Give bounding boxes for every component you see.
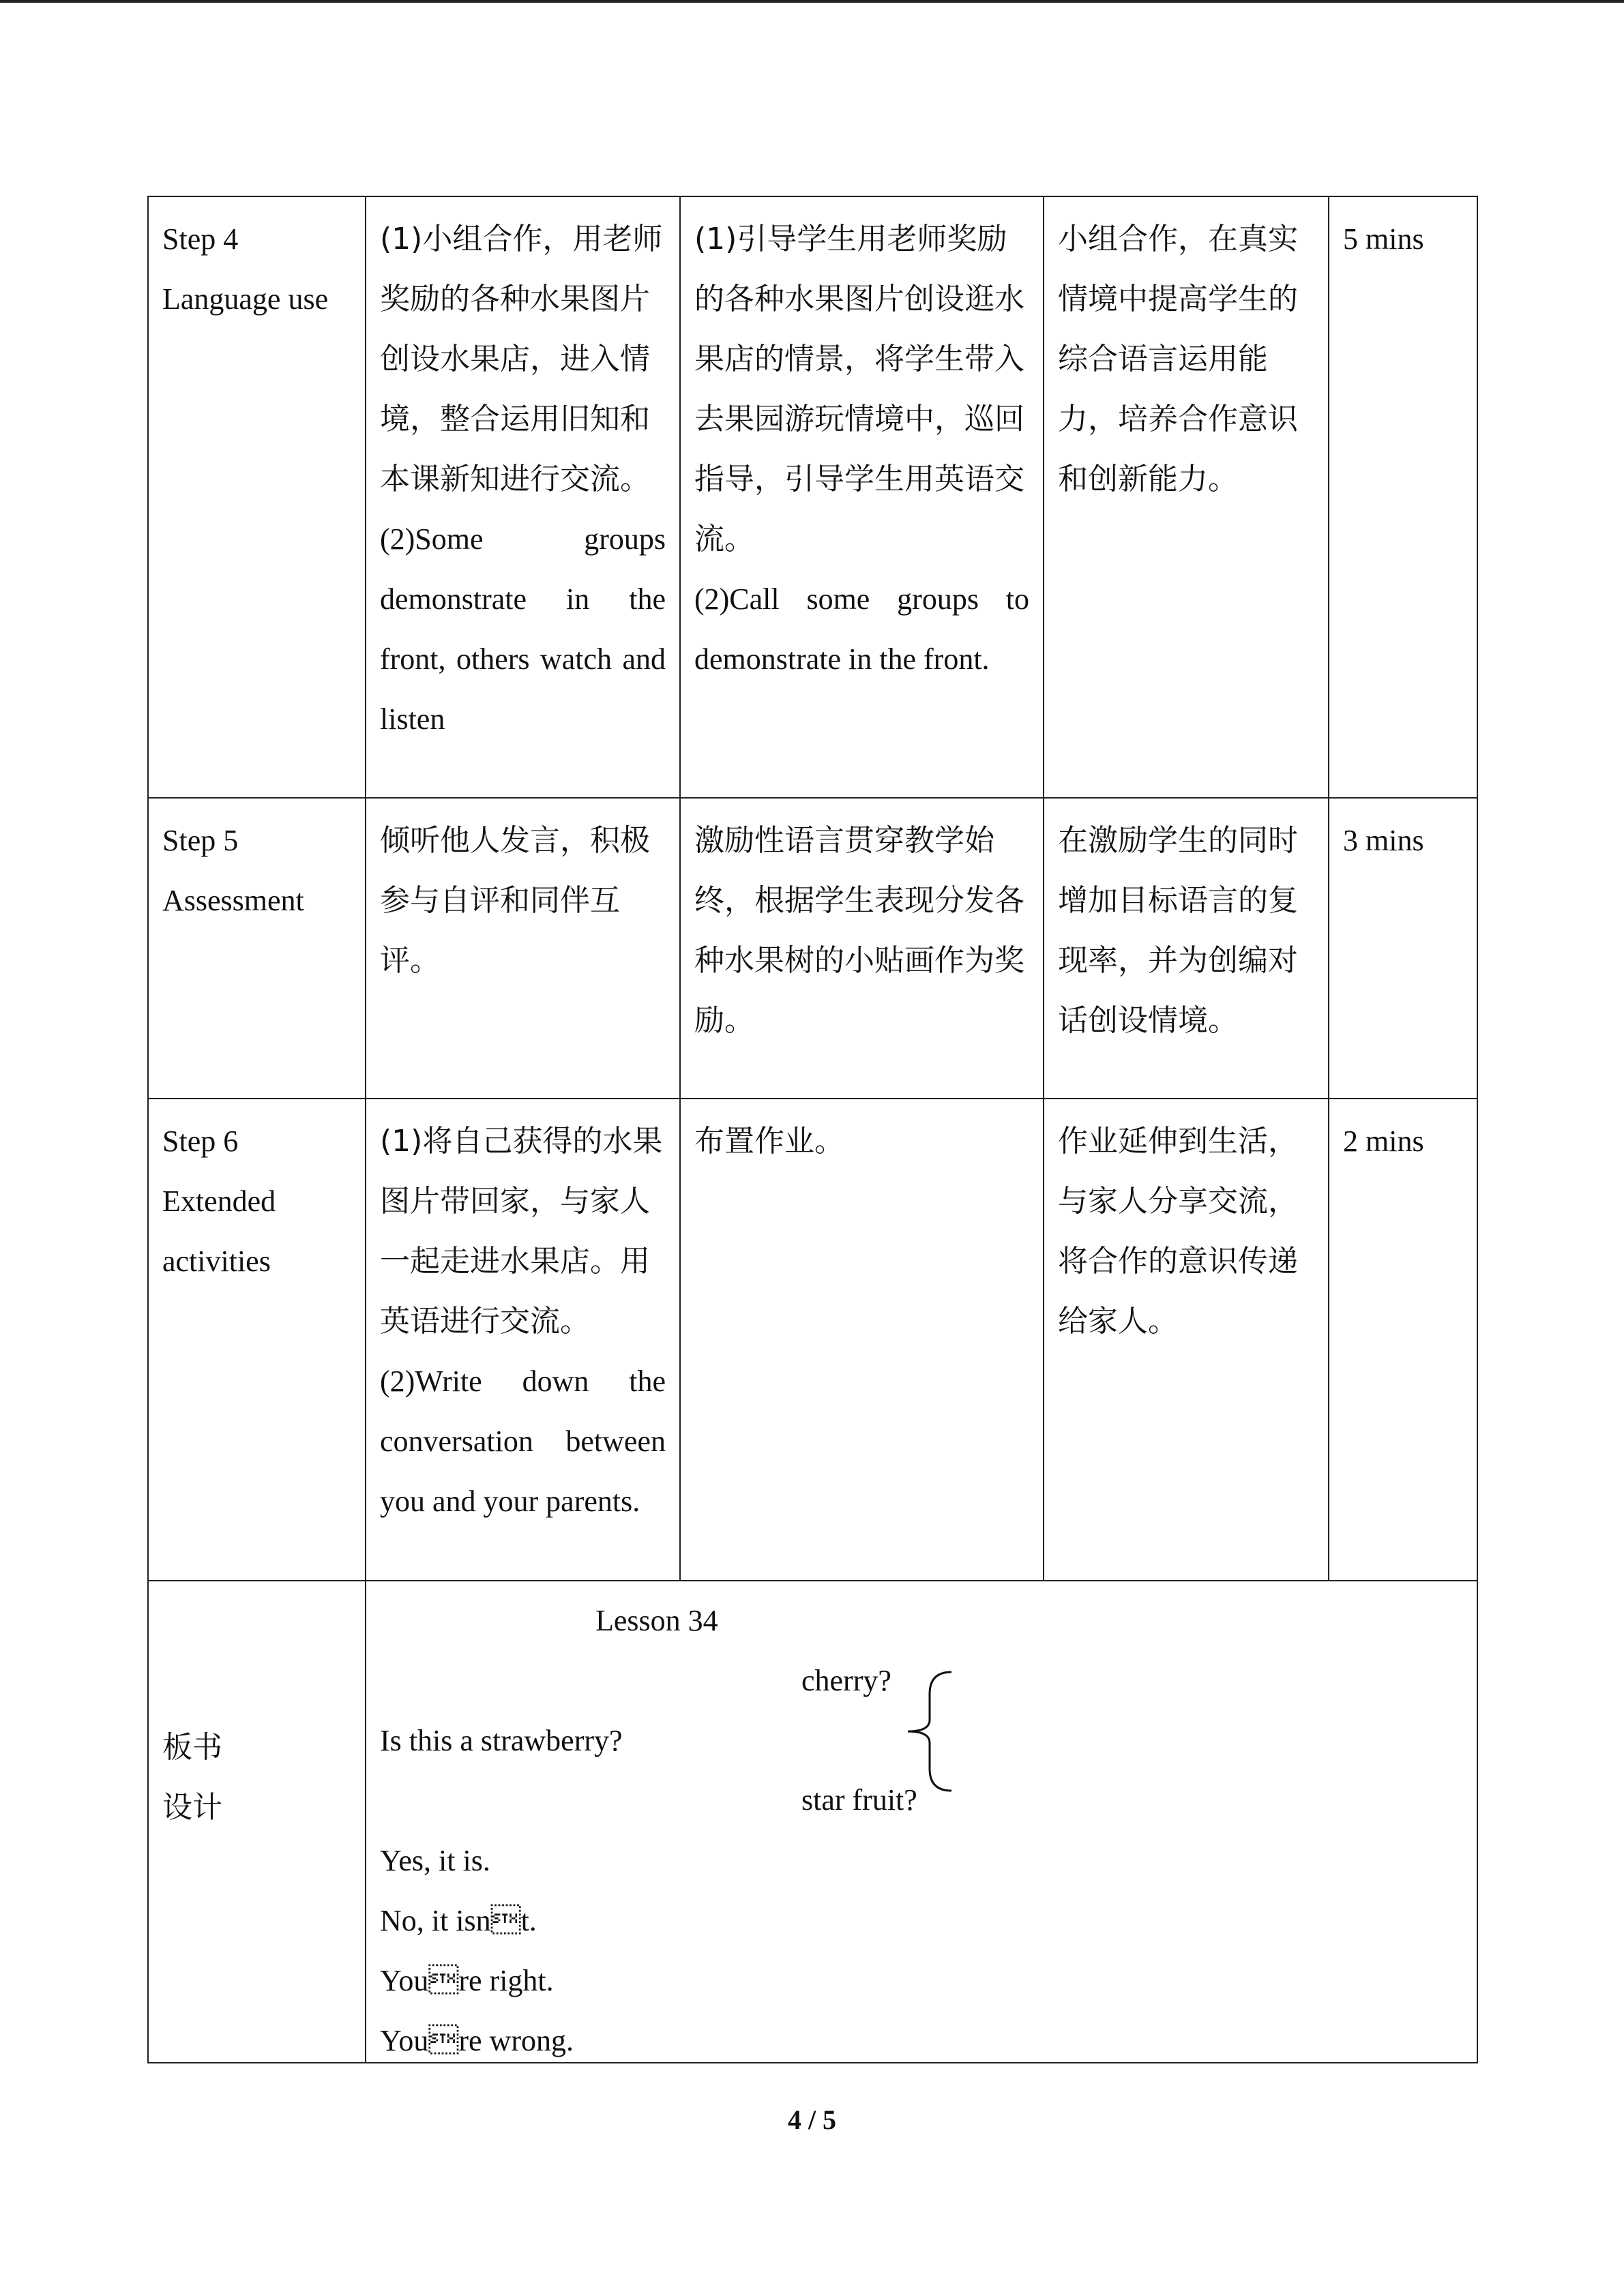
student-activity-text: (1)小组合作，用老师奖励的各种水果图片创设水果店，进入情境，整合运用旧知和本课新知进行交流。 [380, 222, 663, 496]
step-cell [148, 1099, 366, 1581]
board-question: Is this a strawberry? [380, 1724, 623, 1757]
curly-brace-icon [897, 1667, 958, 1796]
board-label-cell [148, 1581, 366, 2063]
step-number: Step 4 [162, 222, 239, 256]
step-title: Language use [162, 282, 329, 316]
table-row [148, 798, 1477, 1099]
step-cell [148, 798, 366, 1099]
time-cell [1329, 1099, 1477, 1581]
time-text: 5 mins [1343, 222, 1424, 256]
purpose-cell [1044, 196, 1329, 798]
board-answer: Youre right. [380, 1964, 554, 1997]
student-activity-cell [366, 1099, 680, 1581]
step-title: Assessment [162, 884, 304, 917]
student-activity-cell [366, 798, 680, 1099]
board-answer: Yes, it is. [380, 1844, 490, 1877]
teacher-activity-cell [680, 196, 1044, 798]
board-answer: Youre wrong. [380, 2024, 574, 2057]
table-row [148, 1099, 1477, 1581]
student-activity-text: (2)Some groups demonstrate in the front, others watch and listen [380, 522, 666, 736]
student-activity-text: 倾听他人发言，积极参与自评和同伴互评。 [380, 823, 650, 978]
step-cell [148, 196, 366, 798]
teacher-activity-text: 布置作业。 [694, 1124, 844, 1159]
teacher-activity-text: (2)Call some groups to demonstrate in the front. [694, 582, 1029, 676]
purpose-text: 在激励学生的同时增加目标语言的复现率，并为创编对话创设情境。 [1058, 823, 1298, 1038]
purpose-cell [1044, 798, 1329, 1099]
board-title: Lesson 34 [595, 1604, 718, 1637]
teacher-activity-cell [680, 798, 1044, 1099]
lesson-plan-table [147, 196, 1478, 2063]
teacher-activity-text: (1)引导学生用老师奖励的各种水果图片创设逛水果店的情景，将学生带入去果园游玩情境中，巡回指导，引导学生用英语交流。 [694, 222, 1024, 556]
table-row [148, 196, 1477, 798]
step-title: Extended activities [162, 1184, 276, 1278]
teacher-activity-text: 激励性语言贯穿教学始终，根据学生表现分发各种水果树的小贴画作为奖励。 [694, 823, 1024, 1038]
board-answer: No, it isnt. [380, 1904, 537, 1937]
board-design-cell [366, 1581, 1477, 2063]
purpose-text: 作业延伸到生活，与家人分享交流，将合作的意识传递给家人。 [1058, 1124, 1298, 1339]
time-text: 3 mins [1343, 824, 1424, 857]
board-label-line: 设计 [162, 1790, 222, 1825]
board-option: cherry? [801, 1664, 891, 1697]
page-number: 4 / 5 [787, 2104, 837, 2135]
teacher-activity-cell [680, 1099, 1044, 1581]
purpose-cell [1044, 1099, 1329, 1581]
time-cell [1329, 798, 1477, 1099]
purpose-text: 小组合作，在真实情境中提高学生的综合语言运用能力，培养合作意识和创新能力。 [1058, 222, 1298, 496]
table-row [148, 1581, 1477, 2063]
student-activity-text: (2)Write down the conversation between you and your parents. [380, 1365, 666, 1518]
top-border-line [0, 0, 1624, 3]
step-number: Step 6 [162, 1124, 239, 1158]
time-text: 2 mins [1343, 1124, 1424, 1158]
student-activity-cell [366, 196, 680, 798]
time-cell [1329, 196, 1477, 798]
student-activity-text: (1)将自己获得的水果图片带回家，与家人一起走进水果店。用英语进行交流。 [380, 1124, 663, 1339]
board-option: star fruit? [801, 1783, 917, 1817]
step-number: Step 5 [162, 824, 239, 857]
board-label-line: 板书 [162, 1730, 222, 1765]
